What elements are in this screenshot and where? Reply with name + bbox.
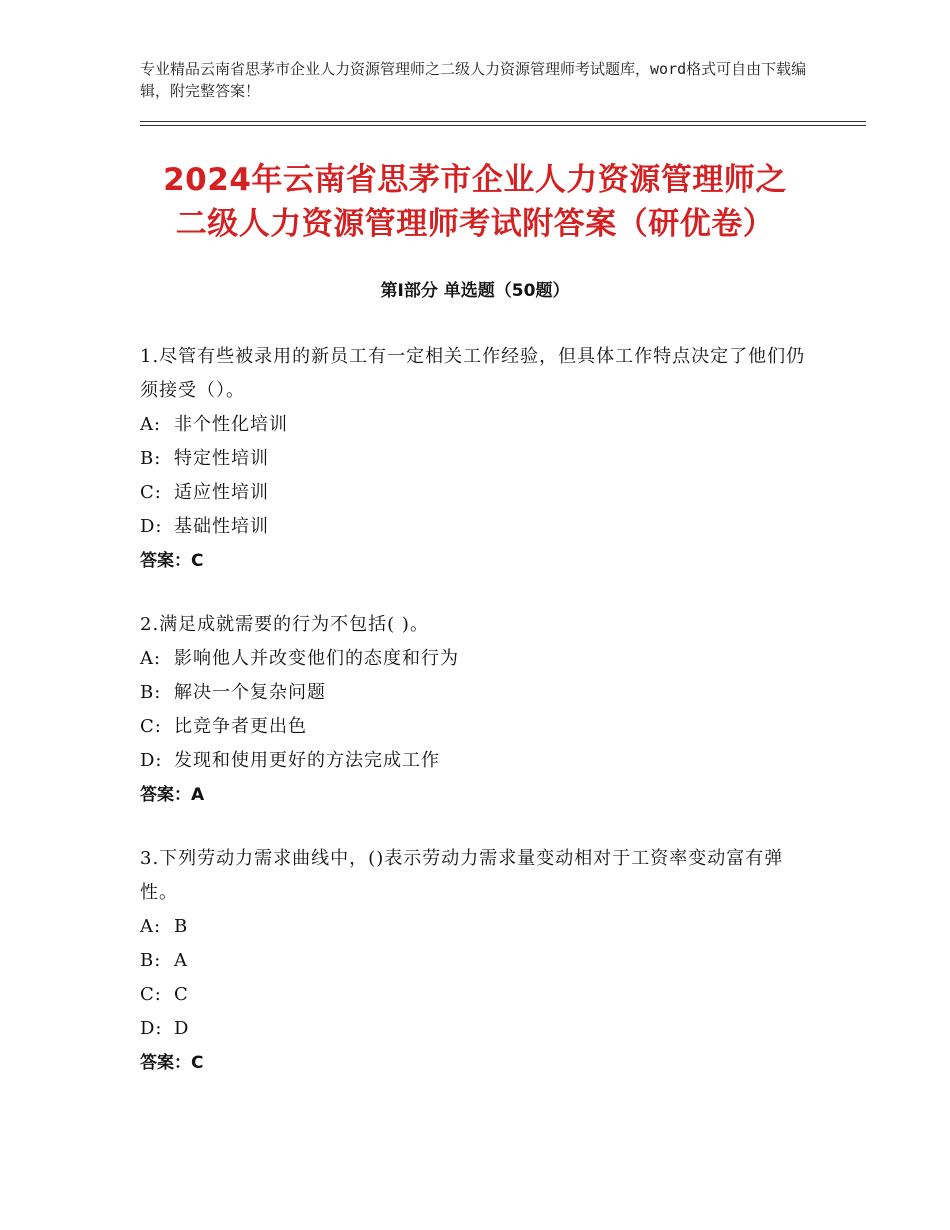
option-text: D [174,1018,190,1039]
option-c [140,476,820,510]
option-text: 非个性化培训 [174,414,288,435]
option-b [140,944,820,978]
section-title: 第Ⅰ部分 单选题（50题） [380,281,570,301]
question-stem: 2.满足成就需要的行为不包括( )。 [140,614,429,635]
option-key: B: [140,950,162,971]
option-text: A [174,950,188,971]
option-text: 发现和使用更好的方法完成工作 [174,750,440,771]
answer-label: 答案：C [140,1053,204,1073]
option-a [140,642,820,676]
option-text: 比竞争者更出色 [174,716,307,737]
question-stem: 3.下列劳动力需求曲线中，()表示劳动力需求量变动相对于工资率变动富有弹性。 [140,848,784,903]
header-note: 专业精品云南省思茅市企业人力资源管理师之二级人力资源管理师考试题库，word格式可自由下载编辑，附完整答案！ [140,60,807,100]
option-key: C: [140,716,162,737]
option-d [140,1012,820,1046]
option-text: 基础性培训 [174,516,269,537]
option-d [140,510,820,544]
question-3 [140,842,820,1080]
title-line-2: 二级人力资源管理师考试附答案（研优卷） [175,206,775,242]
title-line-1: 2024年云南省思茅市企业人力资源管理师之 [163,162,787,198]
header-divider-top [140,121,866,122]
option-key: A: [140,648,162,669]
option-text: 影响他人并改变他们的态度和行为 [174,648,459,669]
option-text: 特定性培训 [174,448,269,469]
question-stem: 1.尽管有些被录用的新员工有一定相关工作经验，但具体工作特点决定了他们仍须接受（）。 [140,346,806,401]
option-a [140,910,820,944]
option-key: B: [140,682,162,703]
option-key: C: [140,984,162,1005]
option-a [140,408,820,442]
option-c [140,710,820,744]
answer-label: 答案：A [140,785,205,805]
option-b [140,442,820,476]
option-d [140,744,820,778]
question-list [140,340,820,1110]
option-text: C [174,984,189,1005]
option-key: D: [140,750,163,771]
option-key: B: [140,448,162,469]
option-text: B [174,916,189,937]
option-text: 适应性培训 [174,482,269,503]
option-b [140,676,820,710]
option-key: A: [140,916,162,937]
option-key: A: [140,414,162,435]
answer-label: 答案：C [140,551,204,571]
option-c [140,978,820,1012]
document-title [100,158,850,246]
question-2 [140,608,820,812]
header-divider-bottom [140,125,866,126]
option-key: D: [140,1018,163,1039]
option-key: D: [140,516,163,537]
option-text: 解决一个复杂问题 [174,682,326,703]
option-key: C: [140,482,162,503]
question-1 [140,340,820,578]
